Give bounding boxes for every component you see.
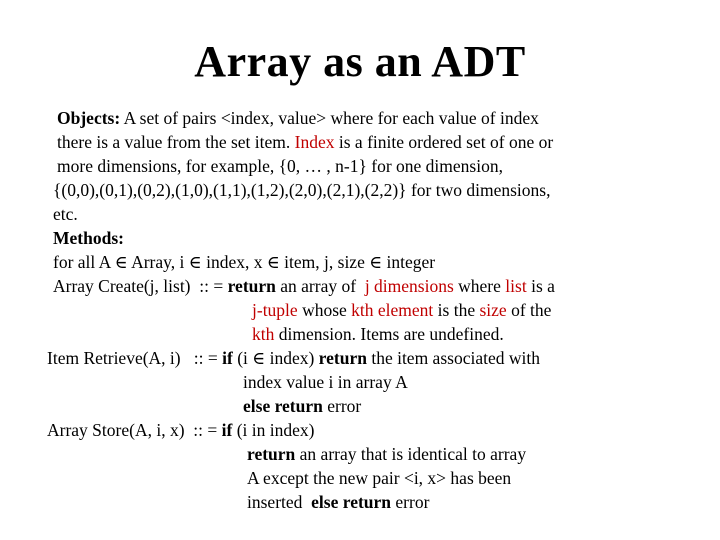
objects-line-2 (57, 130, 553, 154)
page-title: Array as an ADT (194, 37, 526, 86)
list-term: list (505, 276, 527, 296)
create-text-6: of the (511, 300, 552, 320)
objects-label: Objects: (57, 108, 121, 128)
store-line-1 (47, 418, 314, 442)
objects-line-4: {(0,0),(0,1),(0,2),(1,0),(1,1),(1,2),(2,0),(2,1),(2,2)} for two dimensions, (53, 180, 551, 200)
create-text-1: an array of (280, 276, 357, 296)
create-text-7: dimension. Items are undefined. (278, 324, 504, 344)
store-condition: (i in index) (236, 420, 315, 440)
retrieve-else-return-keyword: else return (243, 396, 323, 416)
kth-term: kth (252, 324, 275, 344)
retrieve-line-1 (47, 346, 540, 370)
retrieve-text-1: the item associated with (371, 348, 540, 368)
store-line-2 (247, 442, 526, 466)
retrieve-if-keyword: if (222, 348, 233, 368)
store-line-4 (247, 490, 429, 514)
store-text-3: inserted (247, 492, 303, 512)
j-dimensions-term: j dimensions (364, 276, 454, 296)
create-text-2: where (458, 276, 501, 296)
create-text-4: whose (302, 300, 347, 320)
size-term: size (479, 300, 507, 320)
objects-text-2b: is a finite ordered set of one or (338, 132, 554, 152)
objects-text-2a: there is a value from the set item. (57, 132, 291, 152)
create-return-keyword: return (227, 276, 276, 296)
objects-line-1 (57, 106, 539, 130)
j-tuple-term: j-tuple (252, 300, 298, 320)
create-text-3: is a (531, 276, 555, 296)
store-signature: Array Store(A, i, x) (47, 420, 185, 440)
create-line-3 (252, 322, 504, 346)
retrieve-return-keyword: return (318, 348, 367, 368)
retrieve-condition: (i ∈ index) (237, 348, 315, 368)
objects-line-3: more dimensions, for example, {0, … , n-1} for one dimension, (57, 156, 503, 176)
kth-element-term: kth element (351, 300, 434, 320)
store-if-keyword: if (221, 420, 233, 440)
store-error: error (395, 492, 430, 512)
create-signature: Array Create(j, list) (53, 276, 191, 296)
index-term: Index (294, 132, 335, 152)
store-return-keyword: return (247, 444, 296, 464)
store-line-3: A except the new pair <i, x> has been (247, 468, 512, 488)
create-assign: :: = (199, 276, 224, 296)
store-assign: :: = (193, 420, 218, 440)
retrieve-line-3 (243, 394, 361, 418)
retrieve-signature: Item Retrieve(A, i) (47, 348, 181, 368)
retrieve-assign: :: = (193, 348, 218, 368)
forall-line: for all A ∈ Array, i ∈ index, x ∈ item, j, size ∈ integer (53, 252, 436, 272)
methods-label: Methods: (53, 228, 124, 248)
create-line-2 (252, 298, 551, 322)
retrieve-error: error (327, 396, 362, 416)
objects-text-1: A set of pairs <index, value> where for each value of index (123, 108, 539, 128)
create-line-1 (53, 274, 555, 298)
create-text-5: is the (437, 300, 476, 320)
store-text-1: an array that is identical to array (299, 444, 527, 464)
objects-line-5: etc. (53, 204, 78, 224)
store-else-return-keyword: else return (311, 492, 392, 512)
retrieve-line-2: index value i in array A (243, 372, 408, 392)
